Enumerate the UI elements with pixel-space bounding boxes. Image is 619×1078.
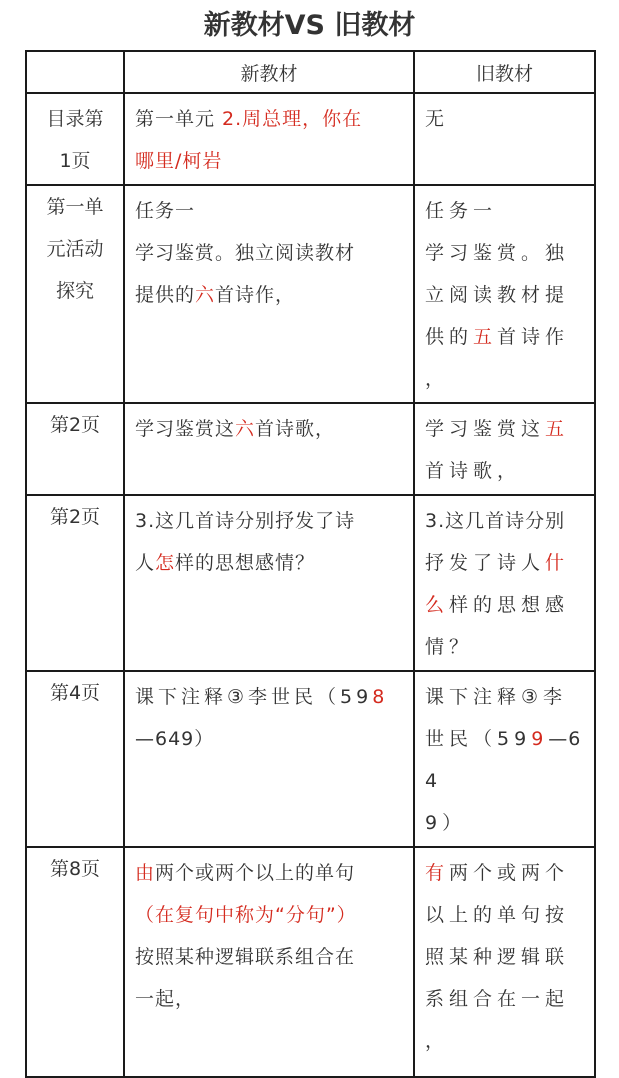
header-new-textbook: 新教材: [124, 51, 414, 93]
table-row: [26, 495, 595, 671]
new-textbook-cell: 学习鉴赏这六首诗歌，: [124, 403, 414, 495]
new-textbook-cell: 由两个或两个以上的单句 （在复句中称为“分句”） 按照某种逻辑联系组合在 一起，: [124, 847, 414, 1077]
row-label: 第8页: [26, 847, 124, 1077]
table-row: [26, 847, 595, 1077]
table-row: [26, 93, 595, 185]
table-header-row: [26, 51, 595, 93]
table-row: [26, 185, 595, 403]
row-label: 目录第 1页: [26, 93, 124, 185]
comparison-table: [25, 50, 596, 1078]
row-label: 第2页: [26, 403, 124, 495]
old-textbook-cell: 课下注释③李 世民（599—64 9）: [414, 671, 595, 847]
row-label: 第一单 元活动 探究: [26, 185, 124, 403]
header-old-textbook: 旧教材: [414, 51, 595, 93]
old-textbook-cell: 有两个或两个 以上的单句按 照某种逻辑联 系组合在一起 ，: [414, 847, 595, 1077]
new-textbook-cell: 第一单元 2.周总理，你在 哪里/柯岩: [124, 93, 414, 185]
row-label: 第4页: [26, 671, 124, 847]
table-row: [26, 403, 595, 495]
header-empty-cell: [26, 51, 124, 93]
row-label: 第2页: [26, 495, 124, 671]
page-title: 新教材VS 旧教材: [203, 10, 416, 41]
old-textbook-cell: 无: [414, 93, 595, 185]
old-textbook-cell: 学习鉴赏这五首诗歌，: [414, 403, 595, 495]
new-textbook-cell: 课下注释③李世民（598 —649）: [124, 671, 414, 847]
old-textbook-cell: 任务一 学习鉴赏。独 立阅读教材提 供的五首诗作 ，: [414, 185, 595, 403]
new-textbook-cell: 任务一 学习鉴赏。独立阅读教材 提供的六首诗作，: [124, 185, 414, 403]
old-textbook-cell: 3.这几首诗分别 抒发了诗人什 么样的思想感 情？: [414, 495, 595, 671]
table-row: [26, 671, 595, 847]
new-textbook-cell: 3.这几首诗分别抒发了诗 人怎样的思想感情？: [124, 495, 414, 671]
